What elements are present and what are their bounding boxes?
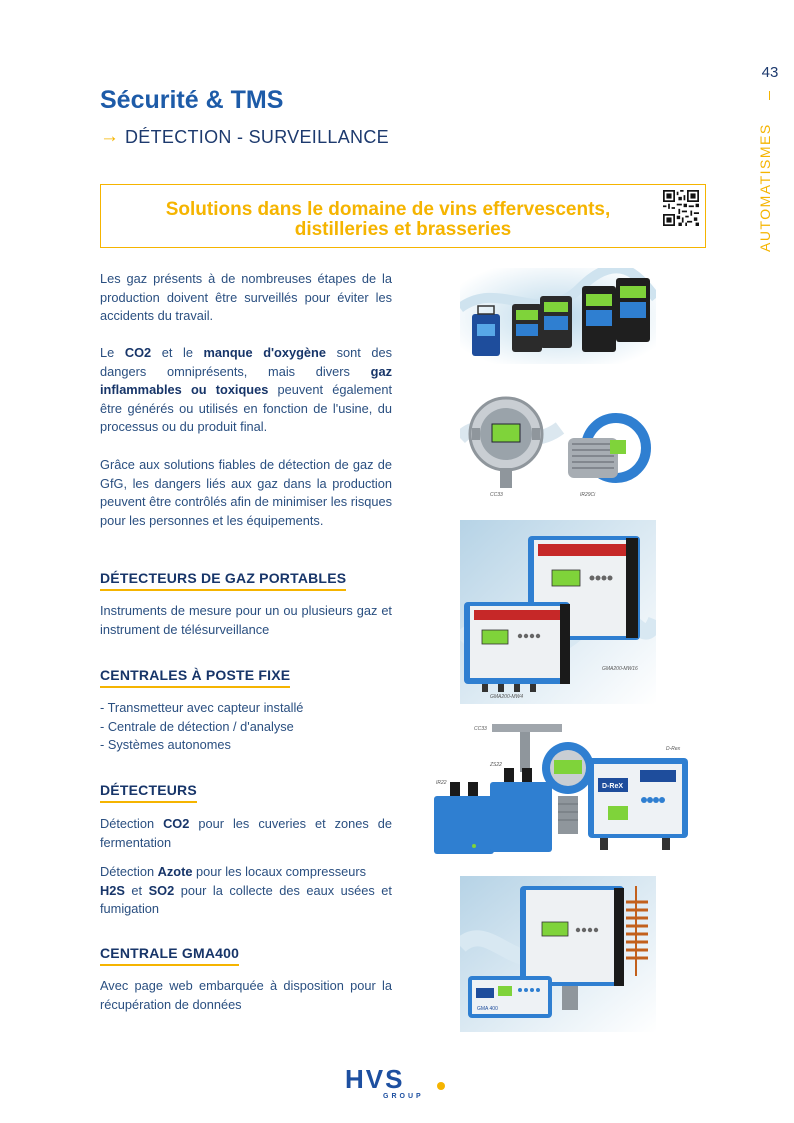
gma200-controllers-image bbox=[460, 520, 656, 704]
subtitle-text: DÉTECTION - SURVEILLANCE bbox=[125, 126, 389, 147]
gma400-text: Avec page web embarquée à disposition pour la récupération de données bbox=[100, 978, 392, 1012]
highlight-h2s: H2S bbox=[100, 882, 125, 898]
page-subtitle bbox=[100, 126, 389, 148]
text-fragment: Détection bbox=[100, 864, 158, 879]
fixed-stations-list bbox=[100, 699, 392, 755]
heading-fixed-stations: CENTRALES À POSTE FIXE bbox=[100, 667, 290, 688]
text-fragment: Le bbox=[100, 345, 125, 360]
intro-paragraph-1: Les gaz présents à de nombreuses étapes de la production doivent être surveillés pour éviter les accidents du travail. bbox=[100, 271, 392, 323]
caption-zs22: ZS22 bbox=[490, 762, 502, 768]
text-fragment: peuvent également être générés ou utilisés en fonction de l'usine, du processus ou du produit final. bbox=[100, 382, 392, 434]
text-fragment: pour les locaux compresseurs bbox=[192, 864, 367, 879]
portable-detectors-image bbox=[460, 268, 656, 364]
qr-code-icon[interactable] bbox=[663, 190, 699, 226]
gma400-image bbox=[460, 876, 656, 1032]
banner-line-2: distilleries et brasseries bbox=[294, 219, 512, 240]
text-fragment: et bbox=[124, 882, 149, 898]
highlight-so2: SO2 bbox=[148, 882, 175, 898]
highlight-gas: gaz inflammables ou toxiques bbox=[100, 363, 392, 397]
logo-dot-icon bbox=[437, 1082, 445, 1090]
intro-paragraph-2 bbox=[100, 344, 392, 437]
arrow-right-icon: → bbox=[100, 126, 119, 147]
caption-cc33: CC33 bbox=[490, 492, 503, 498]
text-fragment: et le bbox=[151, 345, 204, 360]
list-item: - Transmetteur avec capteur installé bbox=[100, 700, 304, 715]
heading-detectors: DÉTECTEURS bbox=[100, 782, 197, 803]
highlight-nitrogen: Azote bbox=[157, 864, 193, 879]
gma400-device-label: GMA 400 bbox=[477, 1006, 498, 1012]
hvs-group-logo bbox=[343, 1064, 455, 1100]
caption-gma200-mw16: GMA200-MW16 bbox=[602, 666, 638, 672]
solutions-banner bbox=[100, 184, 706, 248]
heading-gma400: CENTRALE GMA400 bbox=[100, 945, 239, 966]
text-fragment: pour la collecte des eaux usées et fumigation bbox=[100, 882, 392, 916]
list-item: - Systèmes autonomes bbox=[100, 737, 231, 752]
caption-ir29ci: IR29Ci bbox=[580, 492, 596, 498]
text-fragment: pour les cuveries et zones de fermentation bbox=[100, 816, 392, 850]
caption-d-rex: D-Rex bbox=[666, 746, 681, 752]
caption-cc33-small: CC33 bbox=[474, 726, 487, 732]
page-title: Sécurité & TMS bbox=[100, 86, 284, 114]
detectors-group-image bbox=[430, 716, 692, 862]
list-item: - Centrale de détection / d'analyse bbox=[100, 718, 294, 734]
intro-paragraph-3: Grâce aux solutions fiables de détection de gaz de GfG, les dangers liés aux gaz dans la production peuvent être contrôlés afin de minimiser les risques pour les personnes et les équipements. bbox=[100, 457, 392, 528]
logo-sub-text: GROUP bbox=[383, 1093, 424, 1100]
fixed-transmitters-image bbox=[460, 378, 656, 506]
text-fragment: sont des dangers omniprésents, mais divers bbox=[100, 345, 392, 379]
drex-brand-label: D-ReX bbox=[602, 783, 624, 790]
highlight-co2: CO2 bbox=[163, 816, 190, 831]
heading-portable-detectors: DÉTECTEURS DE GAZ PORTABLES bbox=[100, 570, 346, 591]
caption-gma200-mw4: GMA200-MW4 bbox=[490, 694, 524, 700]
caption-ir22: IR22 bbox=[436, 780, 447, 786]
highlight-co2: CO2 bbox=[124, 345, 152, 360]
highlight-oxygen: manque d'oxygène bbox=[203, 345, 326, 360]
text-fragment: Détection bbox=[100, 816, 164, 831]
section-side-label: AUTOMATISMES bbox=[757, 123, 773, 252]
page-number: 43 bbox=[761, 64, 779, 81]
logo-main-text: HVS bbox=[345, 1064, 405, 1094]
portable-detectors-text: Instruments de mesure pour un ou plusieurs gaz et instrument de télésurveillance bbox=[100, 603, 392, 637]
detectors-paragraph-2 bbox=[100, 863, 392, 919]
detectors-paragraph-1 bbox=[100, 815, 392, 852]
banner-line-1: Solutions dans le domaine de vins effervescents, bbox=[165, 199, 611, 220]
page-number-divider bbox=[769, 91, 770, 100]
